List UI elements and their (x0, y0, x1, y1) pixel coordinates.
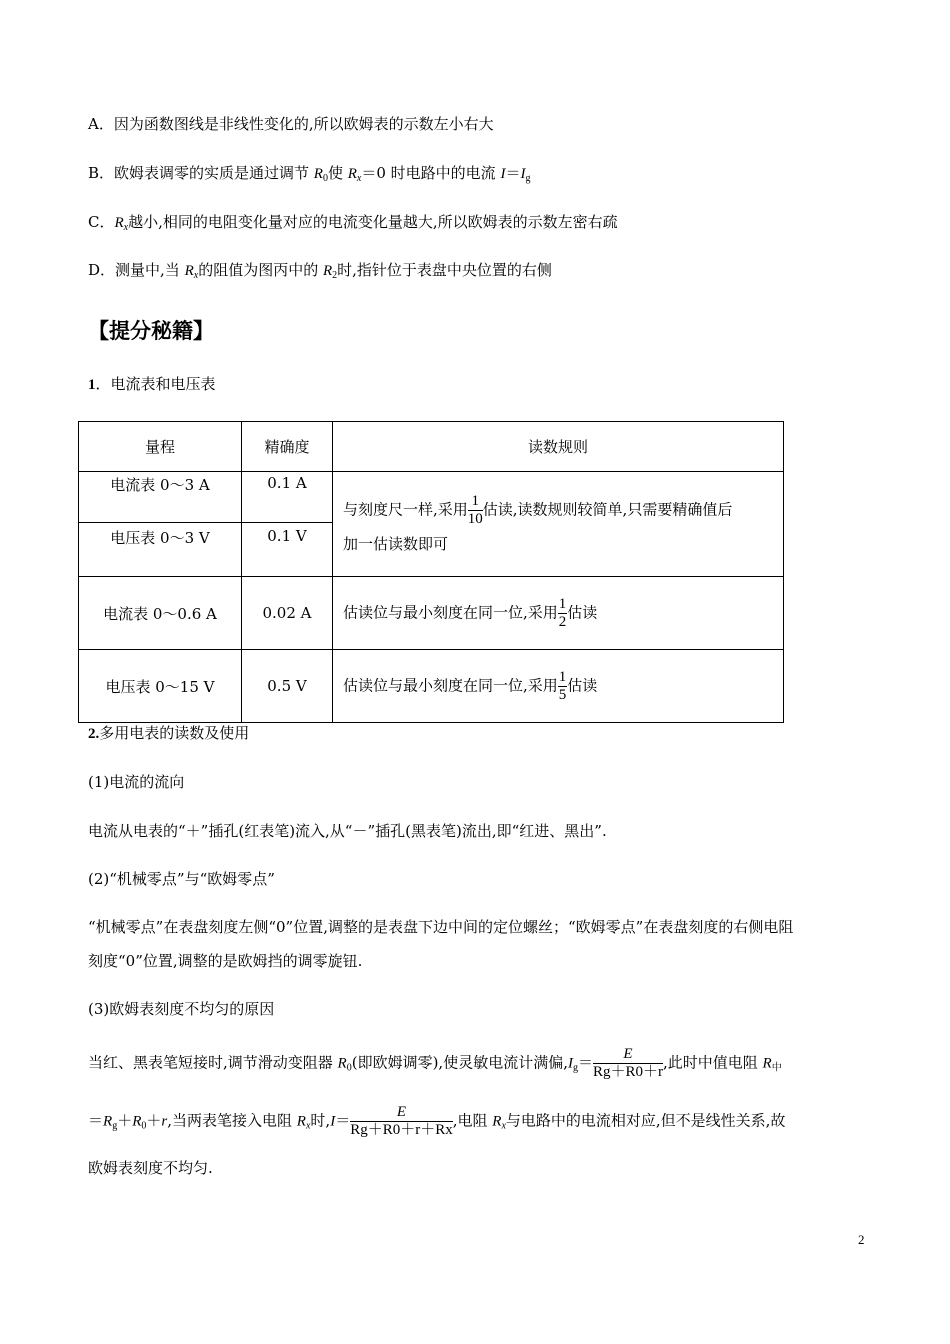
formula-line-1: 当红、黑表笔短接时,调节滑动变阻器 $R_0$(即欧姆调零),使灵敏电流计满偏$,I_g=$ $\frac{E}{Rg+R0+r}$ ,此时中值电阻 $R_中$ (88, 1046, 782, 1080)
option-c: C．$R_x$越小,相同的电阻变化量对应的电流变化量越大,所以欧姆表的示数左密右疏 (88, 213, 618, 233)
table-row: 电压表 0～15 V 0.5 V 估读位与最小刻度在同一位,采用 $\frac{1}{5}$ 估读 (79, 650, 784, 723)
section-2-title: 2.多用电表的读数及使用 (88, 724, 250, 742)
formula-line-2: $=R_g+R_0+r$,当两表笔接入电阻 $R_x$时,I＝ $\frac{E}{Rg+R0+r+Rx}$ ,电阻 $R_x$与电路中的电流相对应,但不是线性关系,故 (88, 1104, 786, 1138)
subsection-2-2-body-line1: “机械零点”在表盘刻度左侧“0”位置,调整的是表盘下边中间的定位螺丝；“欧姆零点”在表盘刻度的右侧电阻 (88, 918, 794, 936)
header-rule: 读数规则 (333, 422, 784, 472)
section-heading: 【提分秘籍】 (88, 318, 214, 343)
rule-cell-2: 估读位与最小刻度在同一位,采用 $\frac{1}{2}$ 估读 (333, 577, 784, 650)
subsection-2-2-body-line2: 刻度“0”位置,调整的是欧姆挡的调零旋钮. (88, 952, 363, 970)
formula-line-3: 欧姆表刻度不均匀. (88, 1159, 213, 1177)
table-row: 电流表 0～3 A 0.1 A 与刻度尺一样,采用 $\frac{1}{10}$ 估读,读数规则较简单,只需要精确值后 加一估读数即可 (79, 472, 784, 523)
subsection-2-1-title: (1)电流的流向 (88, 773, 185, 791)
page-number: 2 (858, 1232, 865, 1247)
header-range: 量程 (79, 422, 242, 472)
subsection-2-2-title: (2)“机械零点”与“欧姆零点” (88, 870, 275, 888)
subsection-2-1-body: 电流从电表的“＋”插孔(红表笔)流入,从“－”插孔(黑表笔)流出,即“红进、黑出”. (88, 822, 607, 840)
fraction-ig-formula: $\frac{E}{Rg+R0+r}$ (592, 1046, 663, 1080)
rule-cell-1: 与刻度尺一样,采用 $\frac{1}{10}$ 估读,读数规则较简单,只需要精确值后 加一估读数即可 (333, 472, 784, 577)
option-d: D．测量中,当 $R_x$的阻值为图丙中的 $R_2$时,指针位于表盘中央位置的右侧 (88, 261, 552, 281)
rule-cell-3: 估读位与最小刻度在同一位,采用 $\frac{1}{5}$ 估读 (333, 650, 784, 723)
table-header-row (79, 422, 784, 472)
header-precision: 精确度 (242, 422, 333, 472)
fraction-i-formula: $\frac{E}{Rg+R0+r+Rx}$ (350, 1104, 453, 1138)
option-a: A．因为函数图线是非线性变化的,所以欧姆表的示数左小右大 (88, 115, 494, 133)
fraction-1-2: $\frac{1}{2}$ (558, 595, 567, 630)
fraction-1-5: $\frac{1}{5}$ (558, 668, 567, 703)
reading-rules-table (78, 421, 784, 723)
section-1-title: 1．电流表和电压表 (88, 375, 216, 393)
option-b: B．欧姆表调零的实质是通过调节 $R_0$使 $R_x=0$ 时电路中的电流 $I=I_g$ (88, 164, 531, 184)
table-row: 电压表 0～3 V 0.1 V (79, 523, 784, 577)
fraction-1-10: $\frac{1}{10}$ (467, 492, 483, 527)
table-row: 电流表 0～0.6 A 0.02 A 估读位与最小刻度在同一位,采用 $\frac{1}{2}$ 估读 (79, 577, 784, 650)
subsection-2-3-title: (3)欧姆表刻度不均匀的原因 (88, 1000, 275, 1018)
